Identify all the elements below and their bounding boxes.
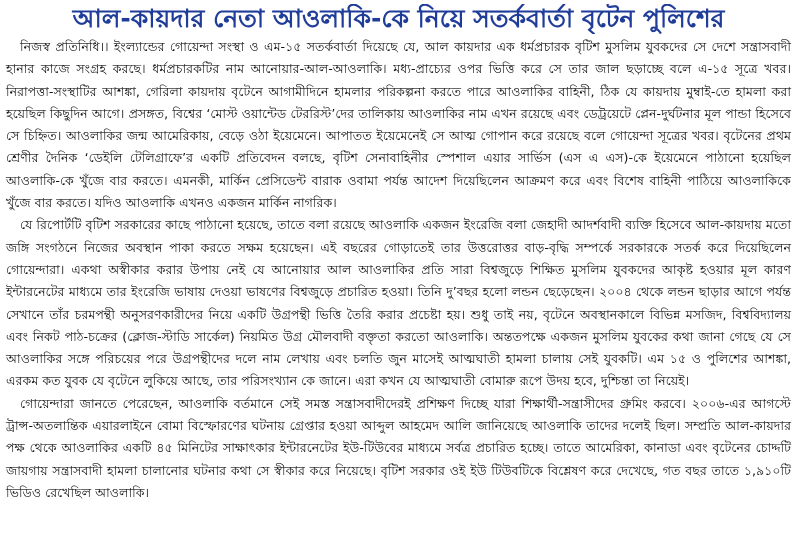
paragraph-1: নিজস্ব প্রতিনিধি।। ইংল্যান্ডের গোয়েন্দা সংস্থা ও এম-১৫ সতর্কবার্তা দিয়েছে যে, আল কায়দার এক ধর্মপ্রচারক বৃটিশ মুসলিম যুবকদের সে দেশে সন্ত্রাসবাদী হানার কাজে সংগ্রহ করছে। ধর্মপ্রচারকটির নাম আনোয়ার-আল-আওলাকি। মধ্য-প্রাচ্যের ওপর ভিত্তি করে সে তার জাল ছড়াচ্ছে বলে এ-১৫ সূত্রে খবর। নিরাপত্তা-সংস্থাটির আশঙ্কা, গেরিলা কায়দায় বৃটেনে আগামীদিনে হামলার পরিকল্পনা করতে পারে আওলাকির বাহিনী, ঠিক যে কায়দায় মুম্বাই-তে হামলা করা হয়েছিল কিছুদিন আগে। প্রসঙ্গত, বিশ্বের ‘মোস্ট ওয়ান্টেড টেররিস্ট’দের তালিকায় আওলাকির নাম এখন রয়েছে এবং ডেট্রয়েটে প্লেন-দুর্ঘটনার মূল পান্ডা হিসেবে সে চিহ্নিত। আওলাকির জন্ম আমেরিকায়, বেড়ে ওঠা ইয়েমেনে। আপাতত ইয়েমেনেই সে আত্ম গোপান করে রয়েছে বলে গোয়েন্দা সূত্রের খবর। বৃটেনের প্রথম শ্রেণীর দৈনিক ‘ডেইলি টেলিগ্রাফে’র একটি প্রতিবেদন বলছে, বৃটিশ সেনাবাহিনীর স্পেশাল এয়ার সার্ভিস (এস এ এস)-কে ইয়েমেনে পাঠানো হয়েছিল আওলাকি-কে খুঁজে বার করতে। এমনকী, মার্কিন প্রেসিডেন্ট বারাক ওবামা পর্যন্ত আদেশ দিয়েছিলেন আক্রমণ করে এবং বিশেষ বাহিনী পাঠিয়ে আওলাকিকে খুঁজে বার করতে। যদিও আওলাকি এখনও একজন মার্কিন নাগরিক।: [6, 39, 791, 211]
paragraph-3: গোয়েন্দারা জানতে পেরেছেন, আওলাকি বর্তমানে সেই সমস্ত সন্ত্রাসবাদীদেরই প্রশিক্ষণ দিচ্ছে যারা শিক্ষার্থী-সন্ত্রাসীদের গ্রুমিং করবে। ২০০৬-এর আগস্টে ট্রান্স-অতলান্তিক এয়ারলাইনে বোমা বিস্ফোরণের ঘটনায় গ্রেপ্তার হওয়া আব্দুল আহমেদ আলি জানিয়েছে আওলাকি তাদের দলেই ছিল। সম্প্রতি আল-কায়দার পক্ষ থেকে আওলাকির একটি ৪৫ মিনিটের সাক্ষাৎকার ইন্টারনেটের ইউ-টিউবের মাধ্যমে সর্বত্র প্রচারিত হচ্ছে। তাতে আমেরিকা, কানাডা এবং বৃটেনের চোদ্দটি জায়গায় সন্ত্রাসবাদী হামলা চালানোর ঘটনার কথা সে স্বীকার করে নিয়েছে। বৃটিশ সরকার ওই ইউ টিউবটিকে বিশ্লেষণ করে দেখেছে, গত বছর তাতে ১,৯১০টি ভিডিও রেখেছিল আওলাকি।: [6, 395, 791, 500]
paragraph-2: যে রিপোর্টটি বৃটিশ সরকারের কাছে পাঠানো হয়েছে, তাতে বলা রয়েছে আওলাকি একজন ইংরেজি বলা জেহাদী আদর্শবাদী ব্যক্তি হিসেবে আল-কায়দায় মতো জঙ্গি সংগঠনে নিজের অবস্থান পাকা করতে সক্ষম হয়েছেন। এই বছরের গোড়াতেই তার উত্তরোত্তর বাড়-বৃদ্ধি সম্পর্কে সরকারকে সতর্ক করে দিয়েছিলেন গোয়েন্দারা। একথা অস্বীকার করার উপায় নেই যে আনোয়ার আল আওলাকির প্রতি সারা বিশ্বজুড়ে শিক্ষিত মুসলিম যুবকদের আকৃষ্ট হওয়ার মূল কারণ ইন্টারনেটের মাধ্যমে তার ইংরেজি ভাষায় দেওয়া ভাষণের বিশ্বজুড়ে প্রচারিত হওয়া। তিনি দু’বছর হলো লন্ডন ছেড়েছেন। ২০০৪ থেকে লন্ডন ছাড়ার আগে পর্যন্ত সেখানে তাঁর চরমপন্থী অনুসরণকারীদের নিয়ে একটি উগ্রপন্থী ভিত্তি তৈরি করার প্রচেষ্টা হয়। শুধু তাই নয়, বৃটেনে অবস্থানকালে বিভিন্ন মসজিদ, বিশ্ববিদ্যালয় এবং নিকট পাঠ-চক্রের (ক্লোজ-স্টাডি সার্কেল) নিয়মিত উগ্র মৌলবাদী বক্তৃতা করতো আওলাকি। অন্ততপক্ষে একজন মুসলিম যুবকের কথা জানা গেছে যে সে আওলাকির সঙ্গে পরিচয়ের পরে উগ্রপন্থীদের দলে নাম লেখায় এবং চলতি জুন মাসেই আত্মঘাতী হামলা চালায় সেই যুবকটি। এম ১৫ ও পুলিশের আশঙ্কা, এরকম কত যুবক যে বৃটেনে লুকিয়ে আছে, তার পরিসংখ্যান কে জানে। এরা কখন যে আত্মঘাতী বোমারু রূপে উদয় হবে, দুশ্চিন্তা তা নিয়েই।: [6, 217, 791, 389]
article-body: [0, 36, 797, 504]
headline: আল-কায়দার নেতা আওলাকি-কে নিয়ে সতর্কবার্তা বৃটেন পুলিশের: [72, 4, 725, 33]
